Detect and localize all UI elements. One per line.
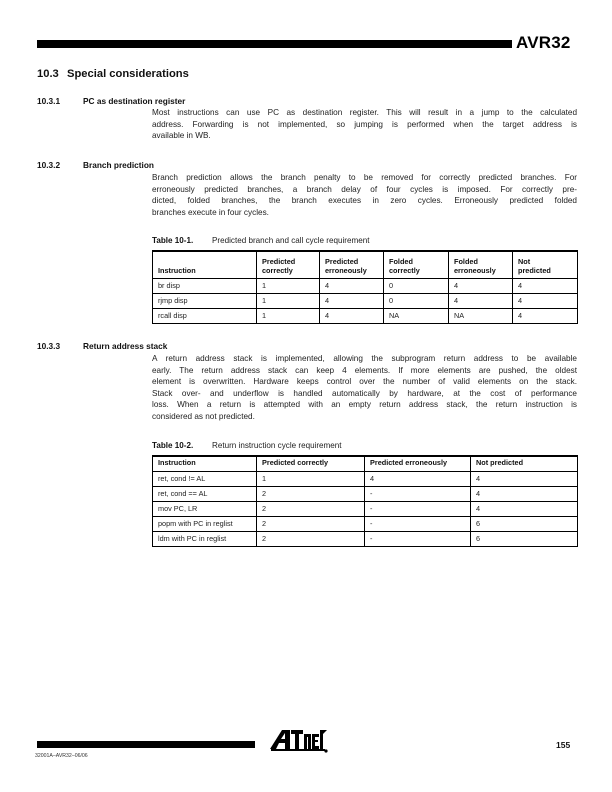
table-cell: - xyxy=(365,486,471,501)
table-cell: 4 xyxy=(320,308,384,323)
table-cell: 2 xyxy=(257,501,365,516)
table-cell: 4 xyxy=(513,308,578,323)
column-header: Instruction xyxy=(153,251,257,278)
text-line: Stack over- and underflow is handled automatically by hardware, at the cost of performance xyxy=(152,388,577,398)
section-title: Special considerations xyxy=(67,68,189,80)
table2-caption xyxy=(152,441,552,450)
table-cell: 4 xyxy=(320,293,384,308)
table-cell: - xyxy=(365,501,471,516)
text-line: loss. When a return is attempted with an empty return address stack, the return instruction is xyxy=(152,400,577,409)
subsection-title: Return address stack xyxy=(83,341,168,351)
table-row xyxy=(153,471,578,486)
table-cell: 4 xyxy=(513,293,578,308)
table-cell: 0 xyxy=(384,293,449,308)
text-line: erroneously predicted branches, a branch delay of four cycles is imposed. For correctly pre- xyxy=(152,184,577,194)
atmel-logo-icon xyxy=(270,727,328,753)
table-cell: ret, cond != AL xyxy=(153,471,257,486)
table-header-row xyxy=(153,251,578,278)
table-cell: 4 xyxy=(513,278,578,293)
table1-label: Table 10-1. xyxy=(152,236,194,245)
subsection-number: 10.3.2 xyxy=(37,160,61,170)
column-header: Predicted erroneously xyxy=(320,251,384,278)
text-line: address. Forwarding is not implemented, so jumping is performed when the target address is xyxy=(152,119,577,129)
column-header: Not predicted xyxy=(471,456,578,471)
subsection-number: 10.3.1 xyxy=(37,96,61,106)
table-cell: NA xyxy=(384,308,449,323)
table-cell: 4 xyxy=(449,278,513,293)
table-cell: 1 xyxy=(257,308,320,323)
text-line: considered as not predicted. xyxy=(152,411,255,421)
column-header: Folded correctly xyxy=(384,251,449,278)
table-row xyxy=(153,278,578,293)
subsection-title: Branch prediction xyxy=(83,160,154,170)
table-cell: 1 xyxy=(257,471,365,486)
table-cell: ret, cond == AL xyxy=(153,486,257,501)
table-cell: 2 xyxy=(257,516,365,531)
table-cell: 4 xyxy=(471,471,578,486)
column-header: Folded erroneously xyxy=(449,251,513,278)
table-cell: - xyxy=(365,516,471,531)
table-cell: 0 xyxy=(384,278,449,293)
table-row xyxy=(153,516,578,531)
text-line: dicted, folded branches, the branch executes in zero cycles. Erroneously predicted folded xyxy=(152,196,577,205)
table-cell: 4 xyxy=(471,486,578,501)
column-header: Predicted correctly xyxy=(257,251,320,278)
table-header-row xyxy=(153,456,578,471)
table2-label: Table 10-2. xyxy=(152,441,194,450)
table-cell: 6 xyxy=(471,516,578,531)
document-title: AVR32 xyxy=(516,33,571,52)
footer-rule xyxy=(37,741,255,748)
column-header: Instruction xyxy=(153,456,257,471)
table-cell: 4 xyxy=(365,471,471,486)
table-cell: 1 xyxy=(257,278,320,293)
text-line: Branch prediction allows the branch penalty to be removed for correctly predicted branches. For xyxy=(152,173,577,182)
header-rule xyxy=(37,40,512,48)
table-cell: - xyxy=(365,531,471,546)
table-cell: 2 xyxy=(257,486,365,501)
column-header: Not predicted xyxy=(513,251,578,278)
text-line: early. The return address stack can keep 4 elements. If more elements are pushed, the oldest xyxy=(152,365,577,375)
table-cell: 6 xyxy=(471,531,578,546)
table-row xyxy=(153,308,578,323)
column-header: Predicted correctly xyxy=(257,456,365,471)
table-cell: br disp xyxy=(153,278,257,293)
table-branch-cycle-requirement xyxy=(152,250,578,324)
table1-caption xyxy=(152,236,552,245)
table-cell: popm with PC in reglist xyxy=(153,516,257,531)
table-cell: 4 xyxy=(320,278,384,293)
table-return-cycle-requirement xyxy=(152,455,578,547)
table-cell: 2 xyxy=(257,531,365,546)
table-cell: mov PC, LR xyxy=(153,501,257,516)
table2-title: Return instruction cycle requirement xyxy=(212,441,342,450)
paragraph-return-address-stack xyxy=(152,353,577,422)
text-line: A return address stack is implemented, allowing the subprogram return address to be available xyxy=(152,354,577,363)
table-cell: rcall disp xyxy=(153,308,257,323)
text-line: element is overwritten. Hardware keeps control over the number of valid elements on the stack. xyxy=(152,377,577,386)
table-row xyxy=(153,486,578,501)
paragraph-branch-prediction xyxy=(152,172,577,218)
table-cell: 4 xyxy=(449,293,513,308)
document-id: 32001A–AVR32–06/06 xyxy=(35,753,88,759)
table-cell: 4 xyxy=(471,501,578,516)
text-line: Most instructions can use PC as destination register. This will result in a jump to the calculated xyxy=(152,108,577,117)
table-cell: rjmp disp xyxy=(153,293,257,308)
table-row xyxy=(153,501,578,516)
paragraph-pc-destination xyxy=(152,107,577,142)
table-row xyxy=(153,531,578,546)
table-cell: ldm with PC in reglist xyxy=(153,531,257,546)
table-row xyxy=(153,293,578,308)
text-line: branches execute in four cycles. xyxy=(152,207,269,217)
column-header: Predicted erroneously xyxy=(365,456,471,471)
table-cell: NA xyxy=(449,308,513,323)
table-cell: 1 xyxy=(257,293,320,308)
subsection-number: 10.3.3 xyxy=(37,341,61,351)
text-line: available in WB. xyxy=(152,131,211,140)
table1-title: Predicted branch and call cycle requirement xyxy=(212,236,370,245)
section-number: 10.3 xyxy=(37,68,59,80)
subsection-title: PC as destination register xyxy=(83,96,186,106)
page-number: 155 xyxy=(556,740,571,750)
